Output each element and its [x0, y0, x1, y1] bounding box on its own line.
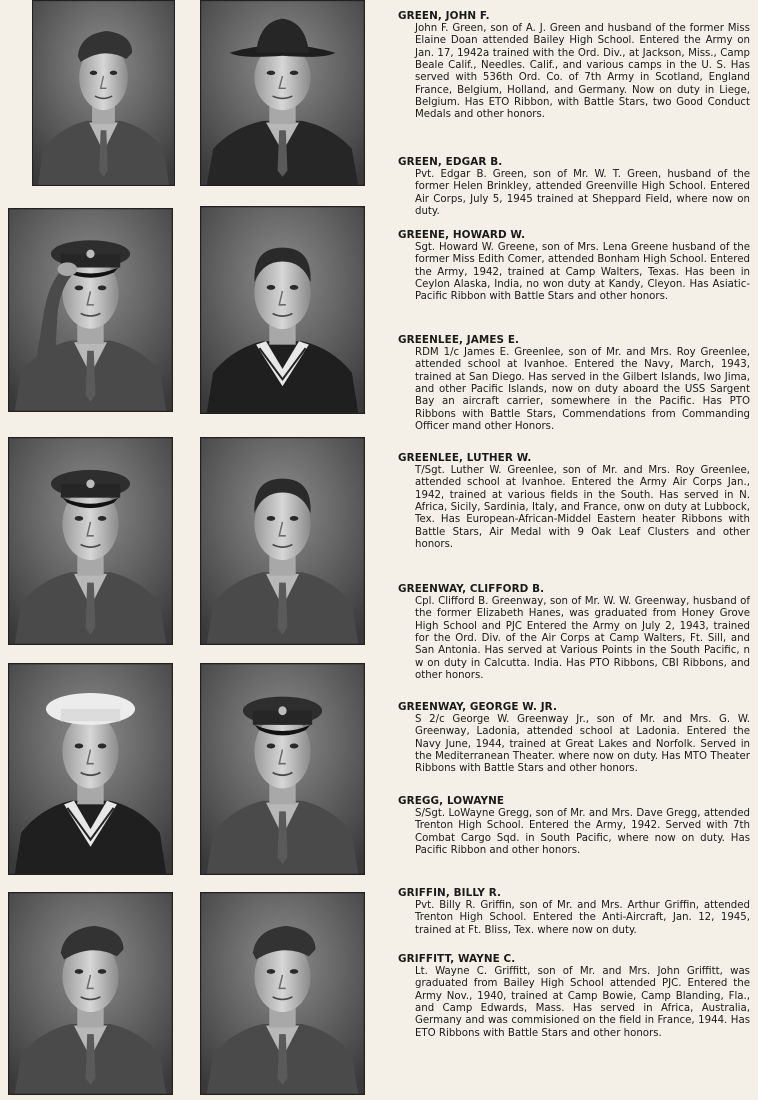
- entry-body: Pvt. Billy R. Griffin, son of Mr. and Mrs. Arthur Griffin, attended Trenton High School. Entered the Anti-Aircraft, Jan. 12, 1945, trained at Ft. Bliss, Tex. where now on duty.: [415, 900, 750, 936]
- entry-body: RDM 1/c James E. Greenlee, son of Mr. and Mrs. Roy Greenlee, attended school at Ivanhoe. Entered the Navy, March, 1943, trained at San Diego. Has served in the Gilbert Islands, Iwo Jima, and other Pacific Islands, now on duty aboard the USS Sargent Bay an aircraft carrier, somewhere in the Pacific. Has PTO Ribbons with Battle Stars, Commendations from Commanding Officer mand other Honors.: [415, 347, 750, 433]
- entry-name: GREENWAY, CLIFFORD B.: [398, 583, 545, 595]
- entry-name: GRIFFITT, WAYNE C.: [398, 953, 516, 965]
- portrait-photo: [200, 0, 365, 186]
- portrait-drawing: [200, 206, 365, 414]
- portrait-photo: [200, 663, 365, 875]
- entry-body: S/Sgt. LoWayne Gregg, son of Mr. and Mrs. Dave Gregg, attended Trenton High School. Entered the Army, 1942. Served with 7th Combat Cargo Sqd. in South Pacific, where now on duty. Has Pacific Ribbon and other honors.: [415, 808, 750, 857]
- portrait-photo: [8, 663, 173, 875]
- bio-entry: [398, 953, 750, 1071]
- bio-entry: [398, 452, 750, 583]
- entry-name: GREEN, JOHN F.: [398, 10, 490, 22]
- portrait-photo: [200, 206, 365, 414]
- entry-body: T/Sgt. Luther W. Greenlee, son of Mr. and Mrs. Roy Greenlee, attended school at Ivanhoe. Entered the Army Air Corps Jan., 1942, trained at various fields in the South. Has served in N. Africa, Sicily, Sardinia, Italy, and France, onw on duty at Lubbock, Tex. Has European-African-Middel Eastern heater Ribbons with Battle Stars, Air Medal with 9 Oak Leaf Clusters and other honors.: [415, 465, 750, 551]
- portrait-drawing: [8, 208, 173, 412]
- bio-entry: [398, 156, 750, 229]
- entry-body: S 2/c George W. Greenway Jr., son of Mr. and Mrs. G. W. Greenway, Ladonia, attended school at Ladonia. Entered the Navy June, 1944, trained at Great Lakes and Norfolk. Served in the Mediterranean Theater. where now on duty. Has MTO Theater Ribbons with Battle Stars and other honors.: [415, 714, 750, 775]
- portrait-photo: [32, 0, 175, 186]
- entry-name: GREENLEE, LUTHER W.: [398, 452, 532, 464]
- portrait-drawing: [8, 437, 173, 645]
- portrait-drawing: [32, 0, 175, 186]
- portrait-photo: [200, 892, 365, 1095]
- entry-name: GREGG, LOWAYNE: [398, 795, 505, 807]
- bio-entry: [398, 701, 750, 795]
- entry-name: GRIFFIN, BILLY R.: [398, 887, 502, 899]
- bio-entry: [398, 583, 750, 701]
- entry-name: GREENLEE, JAMES E.: [398, 334, 520, 346]
- entry-body: Lt. Wayne C. Griffitt, son of Mr. and Mrs. John Griffitt, was graduated from Bailey High School attended PJC. Entered the Army Nov., 1940, trained at Camp Bowie, Camp Blanding, Fla., and Camp Edwards, Mass. Has served in Africa, Australia, Germany and was commisioned on the field in France, 1944. Has ETO Ribbons with Battle Stars and other honors.: [415, 966, 750, 1039]
- portrait-photo: [8, 892, 173, 1095]
- entry-name: GREEN, EDGAR B.: [398, 156, 503, 168]
- entry-name: GREENE, HOWARD W.: [398, 229, 526, 241]
- portrait-drawing: [200, 437, 365, 645]
- bio-entry: [398, 10, 750, 156]
- entry-body: Pvt. Edgar B. Green, son of Mr. W. T. Green, husband of the former Helen Brinkley, attended Greenville High School. Entered Air Corps, July 5, 1945 trained at Sheppard Field, where now on duty.: [415, 169, 750, 218]
- portrait-photo: [200, 437, 365, 645]
- portrait-photo: [8, 437, 173, 645]
- portrait-drawing: [200, 0, 365, 186]
- bio-entry: [398, 334, 750, 452]
- bio-entry: [398, 229, 750, 334]
- portrait-drawing: [8, 892, 173, 1095]
- biography-column: [398, 10, 750, 1071]
- entry-body: Sgt. Howard W. Greene, son of Mrs. Lena Greene husband of the former Miss Edith Comer, attended Bonham High School. Entered the Army, 1942, trained at Camp Walters, Texas. Has been in Ceylon Alaska, India, no won duty at Kandy, Cleyon. Has Asiatic-Pacific Ribbon with Battle Stars and other honors.: [415, 242, 750, 303]
- bio-entry: [398, 795, 750, 887]
- entry-body: John F. Green, son of A. J. Green and husband of the former Miss Elaine Doan attended Bailey High School. Entered the Army on Jan. 17, 1942a trained with the Ord. Div., at Jackson, Miss., Camp Beale Calif., Needles. Calif., and various camps in the U. S. Has served with 536th Ord. Co. of 7th Army in Scotland, England France, Belgium, Holland, and Germany. Now on duty in Liege, Belgium. Has ETO Ribbon, with Battle Stars, two Good Conduct Medals and other honors.: [415, 23, 750, 121]
- portrait-photo: [8, 208, 173, 412]
- entry-body: Cpl. Clifford B. Greenway, son of Mr. W. W. Greenway, husband of the former Elizabeth Hanes, was graduated from Honey Grove High School and PJC Entered the Army on July 2, 1943, trained for the Ord. Div. of the Air Corps at Camp Walters, Ft. Sill, and San Antonia. Has served at Various Points in the South Pacific, n w on duty in Calcutta. India. Has PTO Ribbons, CBI Ribbons, and other honors.: [415, 596, 750, 682]
- portrait-drawing: [8, 663, 173, 875]
- portrait-drawing: [200, 663, 365, 875]
- portrait-drawing: [200, 892, 365, 1095]
- entry-name: GREENWAY, GEORGE W. JR.: [398, 701, 558, 713]
- bio-entry: [398, 887, 750, 953]
